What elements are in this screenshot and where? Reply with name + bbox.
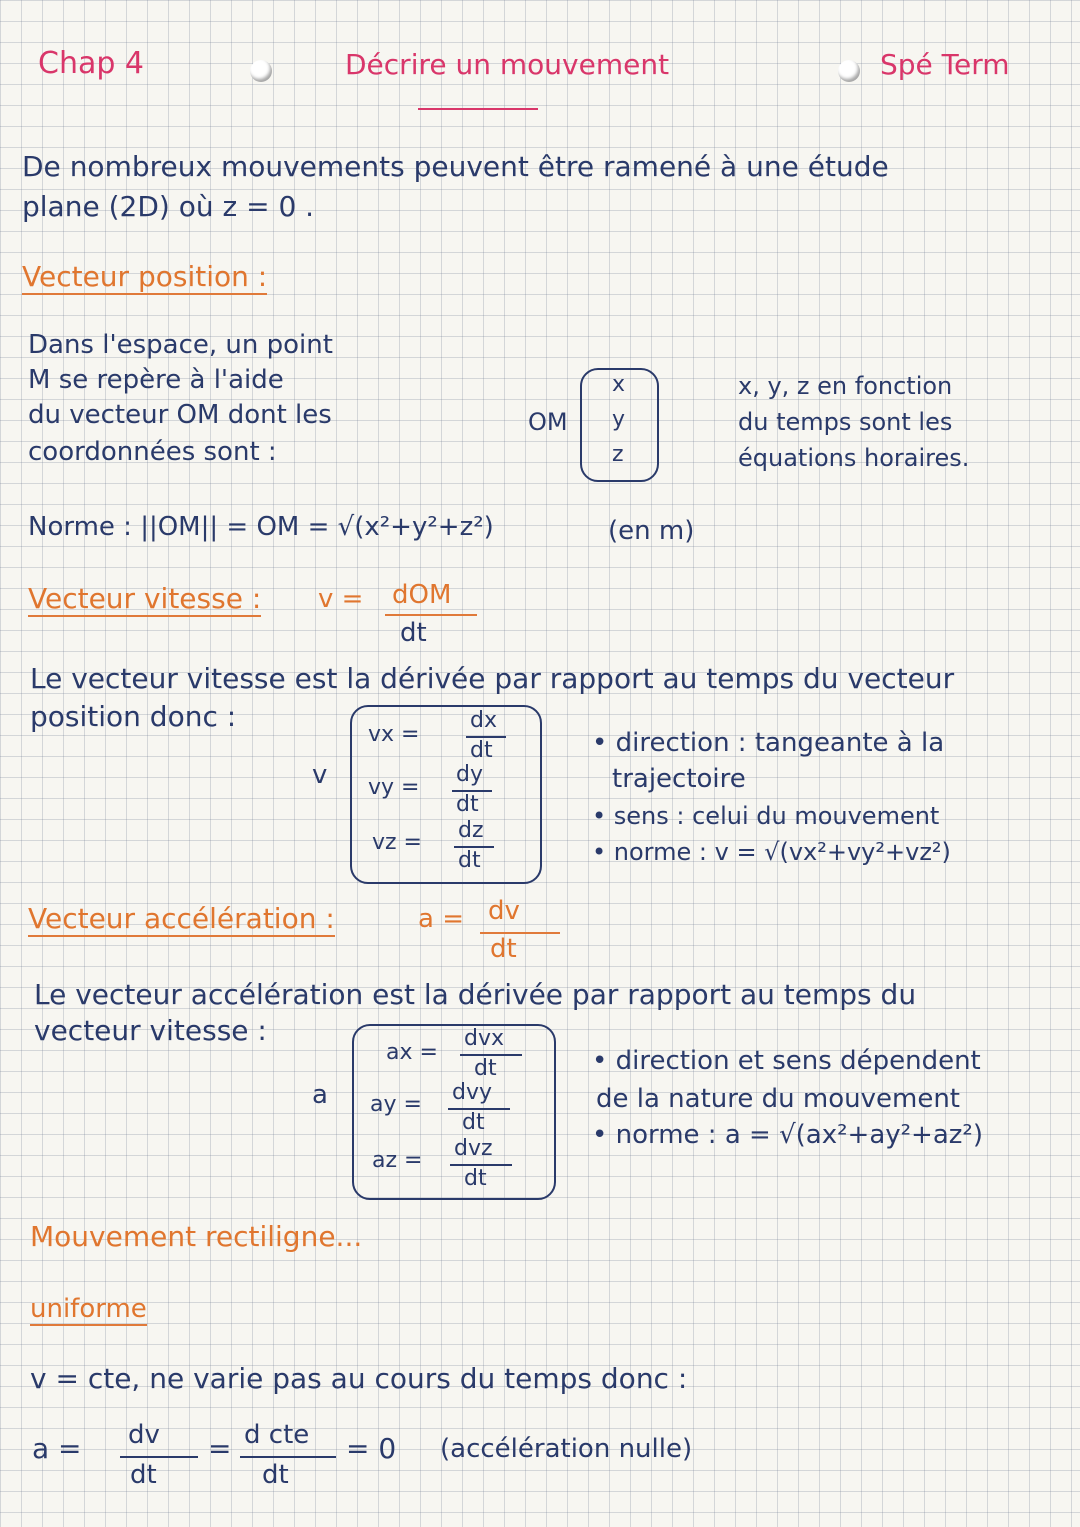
position-unit: (en m)	[608, 516, 695, 546]
position-text-4: coordonnées sont :	[28, 437, 277, 467]
level-label: Spé Term	[880, 48, 1010, 81]
speed-bullet-sens: • sens : celui du mouvement	[592, 802, 940, 830]
vz-lhs: vz =	[372, 830, 422, 855]
vx-lhs: vx =	[368, 722, 420, 747]
acceleration-def-left: a =	[418, 904, 464, 934]
motion-eq-num-2: d cte	[244, 1420, 310, 1450]
az-lhs: az =	[372, 1148, 423, 1173]
ay-num: dvy	[452, 1080, 493, 1105]
page-title: Décrire un mouvement	[345, 48, 670, 81]
intro-line-2: plane (2D) où z = 0 .	[22, 190, 315, 223]
acceleration-text-2: vecteur vitesse :	[34, 1014, 267, 1047]
vy-den: dt	[456, 792, 479, 817]
speed-bullet-direction: • direction : tangeante à la	[592, 728, 945, 758]
vz-den: dt	[458, 848, 481, 873]
motion-eq-a: a =	[32, 1432, 82, 1465]
motion-heading: Mouvement rectiligne...	[30, 1220, 363, 1253]
az-num: dvz	[454, 1136, 493, 1161]
title-underline	[418, 108, 538, 110]
chapter-label: Chap 4	[38, 46, 145, 81]
a-vector-label: a	[312, 1080, 328, 1110]
speed-def-fraction-bar	[385, 614, 477, 616]
vy-num: dy	[456, 762, 483, 787]
v-vector-label: v	[312, 760, 328, 790]
om-coord-z: z	[612, 442, 624, 467]
position-text-1: Dans l'espace, un point	[28, 330, 333, 360]
speed-bullet-trajectoire: trajectoire	[612, 764, 746, 794]
motion-eq-equals: =	[208, 1432, 232, 1465]
motion-subheading: uniforme	[30, 1294, 147, 1324]
position-norm: Norme : ||OM|| = OM = √(x²+y²+z²)	[28, 512, 494, 542]
speed-bullet-norme: • norme : v = √(vx²+vy²+vz²)	[592, 838, 951, 866]
ay-den: dt	[462, 1110, 485, 1135]
speed-heading: Vecteur vitesse :	[28, 582, 262, 615]
speed-def-left: v =	[318, 584, 364, 614]
acceleration-bullet-norme: • norme : a = √(ax²+ay²+az²)	[592, 1120, 983, 1150]
speed-def-den: dt	[400, 618, 427, 648]
vz-num: dz	[458, 818, 484, 843]
position-text-3: du vecteur OM dont les	[28, 400, 332, 430]
acceleration-bullet-nature: de la nature du mouvement	[596, 1084, 960, 1114]
vx-num: dx	[470, 708, 497, 733]
acceleration-def-num: dv	[488, 896, 520, 926]
om-vector-label: OM	[528, 408, 568, 436]
motion-eq-fraction-bar-1	[120, 1456, 198, 1458]
horaire-note-2: du temps sont les	[738, 408, 953, 436]
motion-eq-fraction-bar-2	[240, 1456, 336, 1458]
binder-hole	[838, 60, 860, 82]
motion-eq-num-1: dv	[128, 1420, 160, 1450]
ax-num: dvx	[464, 1026, 505, 1051]
acceleration-bullet-direction: • direction et sens dépendent	[592, 1046, 981, 1076]
motion-eq-note: (accélération nulle)	[440, 1434, 693, 1464]
motion-eq-den-2: dt	[262, 1460, 289, 1490]
om-coord-x: x	[612, 372, 626, 397]
ax-den: dt	[474, 1056, 497, 1081]
intro-line-1: De nombreux mouvements peuvent être ramené à une étude	[22, 150, 889, 183]
motion-eq-zero: = 0	[346, 1432, 397, 1465]
vy-lhs: vy =	[368, 775, 420, 800]
ax-lhs: ax =	[386, 1040, 438, 1065]
acceleration-heading: Vecteur accélération :	[28, 902, 335, 935]
vx-den: dt	[470, 738, 493, 763]
speed-text-1: Le vecteur vitesse est la dérivée par rapport au temps du vecteur	[30, 662, 955, 695]
binder-hole	[250, 60, 272, 82]
position-text-2: M se repère à l'aide	[28, 365, 284, 395]
om-coord-y: y	[612, 407, 626, 432]
motion-line-1: v = cte, ne varie pas au cours du temps donc :	[30, 1362, 688, 1395]
speed-text-2: position donc :	[30, 700, 237, 733]
motion-eq-den-1: dt	[130, 1460, 157, 1490]
horaire-note-3: équations horaires.	[738, 444, 970, 472]
ay-lhs: ay =	[370, 1092, 422, 1117]
position-heading: Vecteur position :	[22, 260, 268, 293]
horaire-note-1: x, y, z en fonction	[738, 372, 953, 400]
acceleration-def-den: dt	[490, 934, 517, 964]
acceleration-text-1: Le vecteur accélération est la dérivée par rapport au temps du	[34, 978, 917, 1011]
az-den: dt	[464, 1166, 487, 1191]
speed-def-num: dOM	[392, 580, 452, 610]
